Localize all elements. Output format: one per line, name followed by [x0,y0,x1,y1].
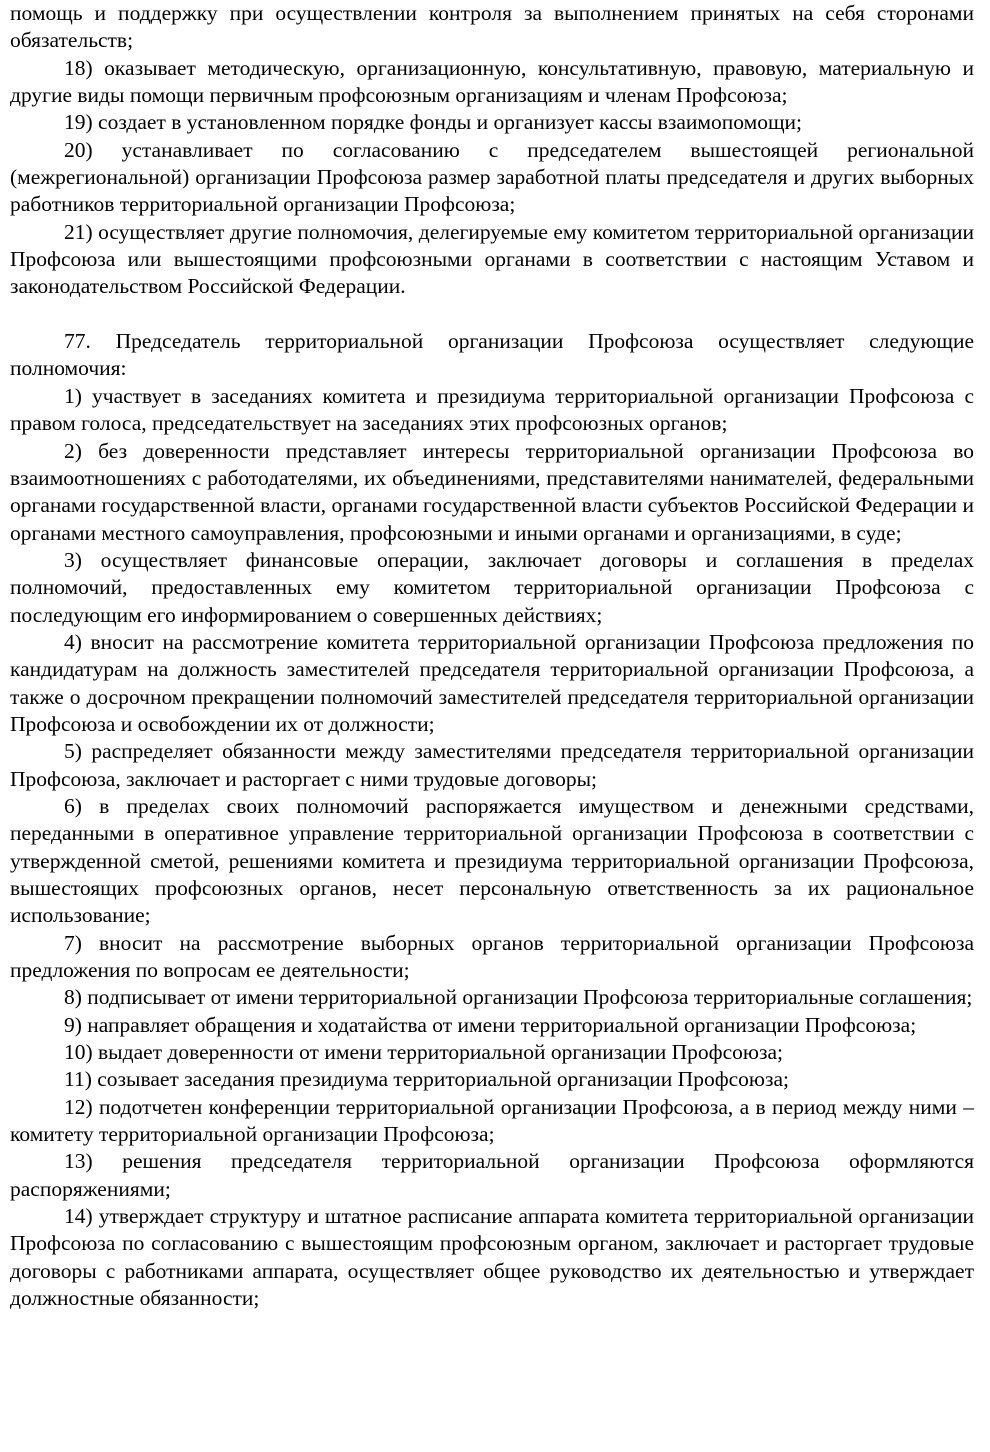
list-item-12: 12) подотчетен конференции территориальной организации Профсоюза, а в период между ними – комитету территориальной организации Профсоюза; [10,1094,974,1147]
list-item-1: 1) участвует в заседаниях комитета и президиума территориальной организации Профсоюза с правом голоса, председательствует на заседаниях этих профсоюзных органов; [10,383,974,436]
list-item-14: 14) утверждает структуру и штатное расписание аппарата комитета территориальной организации Профсоюза по согласованию с вышестоящим профсоюзным органом, заключает и расторгает трудовые договоры с работниками аппарата, осуществляет общее руководство их деятельностью и утверждает должностные обязанности; [10,1204,974,1311]
list-item-4: 4) вносит на рассмотрение комитета территориальной организации Профсоюза предложения по кандидатурам на должность заместителей председателя территориальной организации Профсоюза, а также о досрочном прекращении полномочий заместителей председателя территориальной организации Профсоюза и освобождении их от должности; [10,629,974,736]
list-item-3: 3) осуществляет финансовые операции, заключает договоры и соглашения в пределах полномочий, предоставленных ему комитетом территориальной организации Профсоюза с последующим его информированием о совершенных действиях; [10,547,974,627]
list-item-8: 8) подписывает от имени территориальной организации Профсоюза территориальные соглашения; [64,985,973,1010]
list-item-2: 2) без доверенности представляет интересы территориальной организации Профсоюза во взаимоотношениях с работодателями, их объединениями, представителями нанимателей, федеральными органами государственной власти, органами государственной власти субъектов Российской Федерации и органами местного самоуправления, профсоюзными и иными органами и организациями, в суде; [10,438,974,545]
list-item-9: 9) направляет обращения и ходатайства от имени территориальной организации Профсоюза; [64,1012,917,1037]
list-item-21: 21) осуществляет другие полномочия, делегируемые ему комитетом территориальной организации Профсоюза или вышестоящими профсоюзными органами в соответствии с настоящим Уставом и законодательством Российской Федерации. [10,219,974,299]
list-item-20: 20) устанавливает по согласованию с председателем вышестоящей региональной (межрегиональной) организации Профсоюза размер заработной платы председателя и других выборных работников территориальной организации Профсоюза; [10,137,974,217]
list-item-6: 6) в пределах своих полномочий распоряжается имуществом и денежными средствами, переданными в оперативное управление территориальной организации Профсоюза в соответствии с утвержденной сметой, решениями комитета и президиума территориальной организации Профсоюза, вышестоящих профсоюзных органов, несет персональную ответственность за их рациональное использование; [10,793,974,928]
list-item-18: 18) оказывает методическую, организационную, консультативную, правовую, материальную и другие виды помощи первичным профсоюзным организациям и членам Профсоюза; [10,55,974,108]
list-item-19: 19) создает в установленном порядке фонды и организует кассы взаимопомощи; [64,110,803,135]
list-item-10: 10) выдает доверенности от имени территориальной организации Профсоюза; [64,1040,783,1065]
list-item-7: 7) вносит на рассмотрение выборных органов территориальной организации Профсоюза предложения по вопросам ее деятельности; [10,930,974,983]
section-77-heading: 77. Председатель территориальной организации Профсоюза осуществляет следующие полномочия: [10,329,974,381]
list-item-13: 13) решения председателя территориальной организации Профсоюза оформляются распоряжениями; [10,1149,974,1201]
paragraph-spacer [10,301,974,328]
list-item-11: 11) созывает заседания президиума территориальной организации Профсоюза; [64,1067,789,1092]
paragraph-continuation: помощь и поддержку при осуществлении контроля за выполнением принятых на себя сторонами обязательств; [10,1,974,53]
list-item-5: 5) распределяет обязанности между заместителями председателя территориальной организации Профсоюза, заключает и расторгает с ними трудовые договоры; [10,739,974,791]
